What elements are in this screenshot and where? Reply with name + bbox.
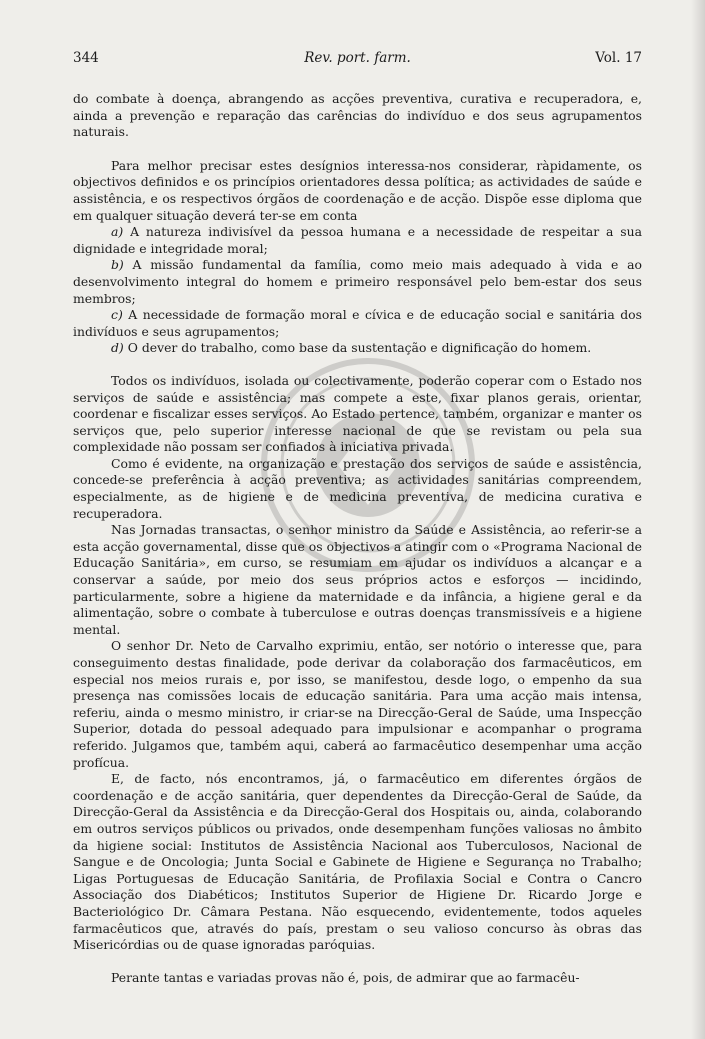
- list-item: [73, 340, 642, 357]
- item-text: A missão fundamental da família, como meio mais adequado à vida e ao desenvolvimento integral do homem e primeiro responsável pelo bem-estar dos seus membros;: [73, 257, 642, 306]
- paragraph: E, de facto, nós encontramos, já, o farmacêutico em diferentes órgãos de coordenação e de acção sanitária, quer dependentes da Direcção-Geral de Saúde, da Direcção-Geral da Assistência e da Direcção-Geral dos Hospitais ou, ainda, colaborando em outros serviços públicos ou privados, onde desempenham funções valiosas no âmbito da higiene social: Institutos de Assistência Nacional aos Tuberculosos, Nacional de Sangue e de Oncologia; Junta Social e Gabinete de Higiene e Segurança no Trabalho; Ligas Portuguesas de Educação Sanitária, de Profilaxia Social e Contra o Cancro Associação dos Diabéticos; Institutos Superior de Higiene Dr. Ricardo Jorge e Bacteriológico Dr. Câmara Pestana. Não esquecendo, evidentemente, todos aqueles farmacêuticos que, através do país, prestam o seu valioso concurso às obras das Misericórdias ou de quase ignoradas paróquias.: [73, 771, 642, 953]
- article-body: [73, 91, 642, 986]
- item-label: b): [111, 257, 124, 273]
- list-item: [73, 224, 642, 257]
- item-label: d): [111, 340, 124, 356]
- item-text: A necessidade de formação moral e cívica e de educação social e sanitária dos indivíduos e seus agrupamentos;: [73, 307, 642, 339]
- paragraph: Nas Jornadas transactas, o senhor ministro da Saúde e Assistência, ao referir-se a esta acção governamental, disse que os objectivos a atingir com o «Programa Nacional de Educação Sanitária», em curso, se resumiam em ajudar os indivíduos a alcançar e a conservar a saúde, por meio dos seus próprios actos e esforços — incidindo, particularmente, sobre a higiene da maternidade e da infância, a higiene geral e da alimentação, sobre o combate à tuberculose e outras doenças transmissíveis e a higiene mental.: [73, 522, 642, 637]
- item-label: c): [111, 307, 123, 323]
- running-header: [73, 50, 642, 70]
- item-text: A natureza indivisível da pessoa humana e a necessidade de respeitar a sua dignidade e integridade moral;: [73, 224, 642, 256]
- volume-label: Vol. 17: [595, 50, 642, 66]
- item-text: O dever do trabalho, como base da sustentação e dignificação do homem.: [127, 340, 592, 356]
- item-label: a): [111, 224, 124, 240]
- paragraph: O senhor Dr. Neto de Carvalho exprimiu, então, ser notório o interesse que, para conseguimento destas finalidade, pode derivar da colaboração dos farmacêuticos, em especial nos meios rurais e, por isso, se manifestou, desde logo, o empenho da sua presença nas comissões locais de educação sanitária. Para uma acção mais intensa, referiu, ainda o mesmo ministro, ir criar-se na Direcção-Geral de Saúde, uma Inspecção Superior, dotada do pessoal adequado para impulsionar e acompanhar o programa referido. Julgamos que, também aqui, caberá ao farmacêutico desempenhar uma acção profícua.: [73, 638, 642, 770]
- paragraph: Todos os indivíduos, isolada ou colectivamente, poderão coperar com o Estado nos serviços de saúde e assistência; mas compete a este, fixar planos gerais, orientar, coordenar e fiscalizar esses serviços. Ao Estado pertence, também, organizar e manter os serviços que, pelo superior interesse nacional de que se revistam ou pela sua complexidade não possam ser confiados à iniciativa privada.: [73, 372, 642, 455]
- paragraph: Para melhor precisar estes desígnios interessa-nos considerar, ràpidamente, os objectivos definidos e os princípios orientadores dessa política; as actividades de saúde e assistência, e os respectivos órgãos de coordenação e de acção. Dispõe esse diploma que em qualquer situação deverá ter-se em conta: [73, 157, 642, 223]
- page-edge-shadow: [691, 0, 705, 1039]
- paragraph: Como é evidente, na organização e prestação dos serviços de saúde e assistência, concede-se preferência à acção preventiva; as actividades sanitárias compreendem, especialmente, as de higiene e de medicina preventiva, de medicina curativa e recuperadora.: [73, 455, 642, 521]
- paragraph: Perante tantas e variadas provas não é, pois, de admirar que ao farmacêu-: [111, 969, 580, 985]
- paragraph: do combate à doença, abrangendo as acções preventiva, curativa e recuperadora, e, ainda a prevenção e reparação das carências do indivíduo e dos seus agrupamentos naturais.: [73, 91, 642, 140]
- page-number: 344: [73, 50, 99, 66]
- list-item: [73, 257, 642, 307]
- list-item: [73, 307, 642, 340]
- journal-title: Rev. port. farm.: [304, 50, 411, 66]
